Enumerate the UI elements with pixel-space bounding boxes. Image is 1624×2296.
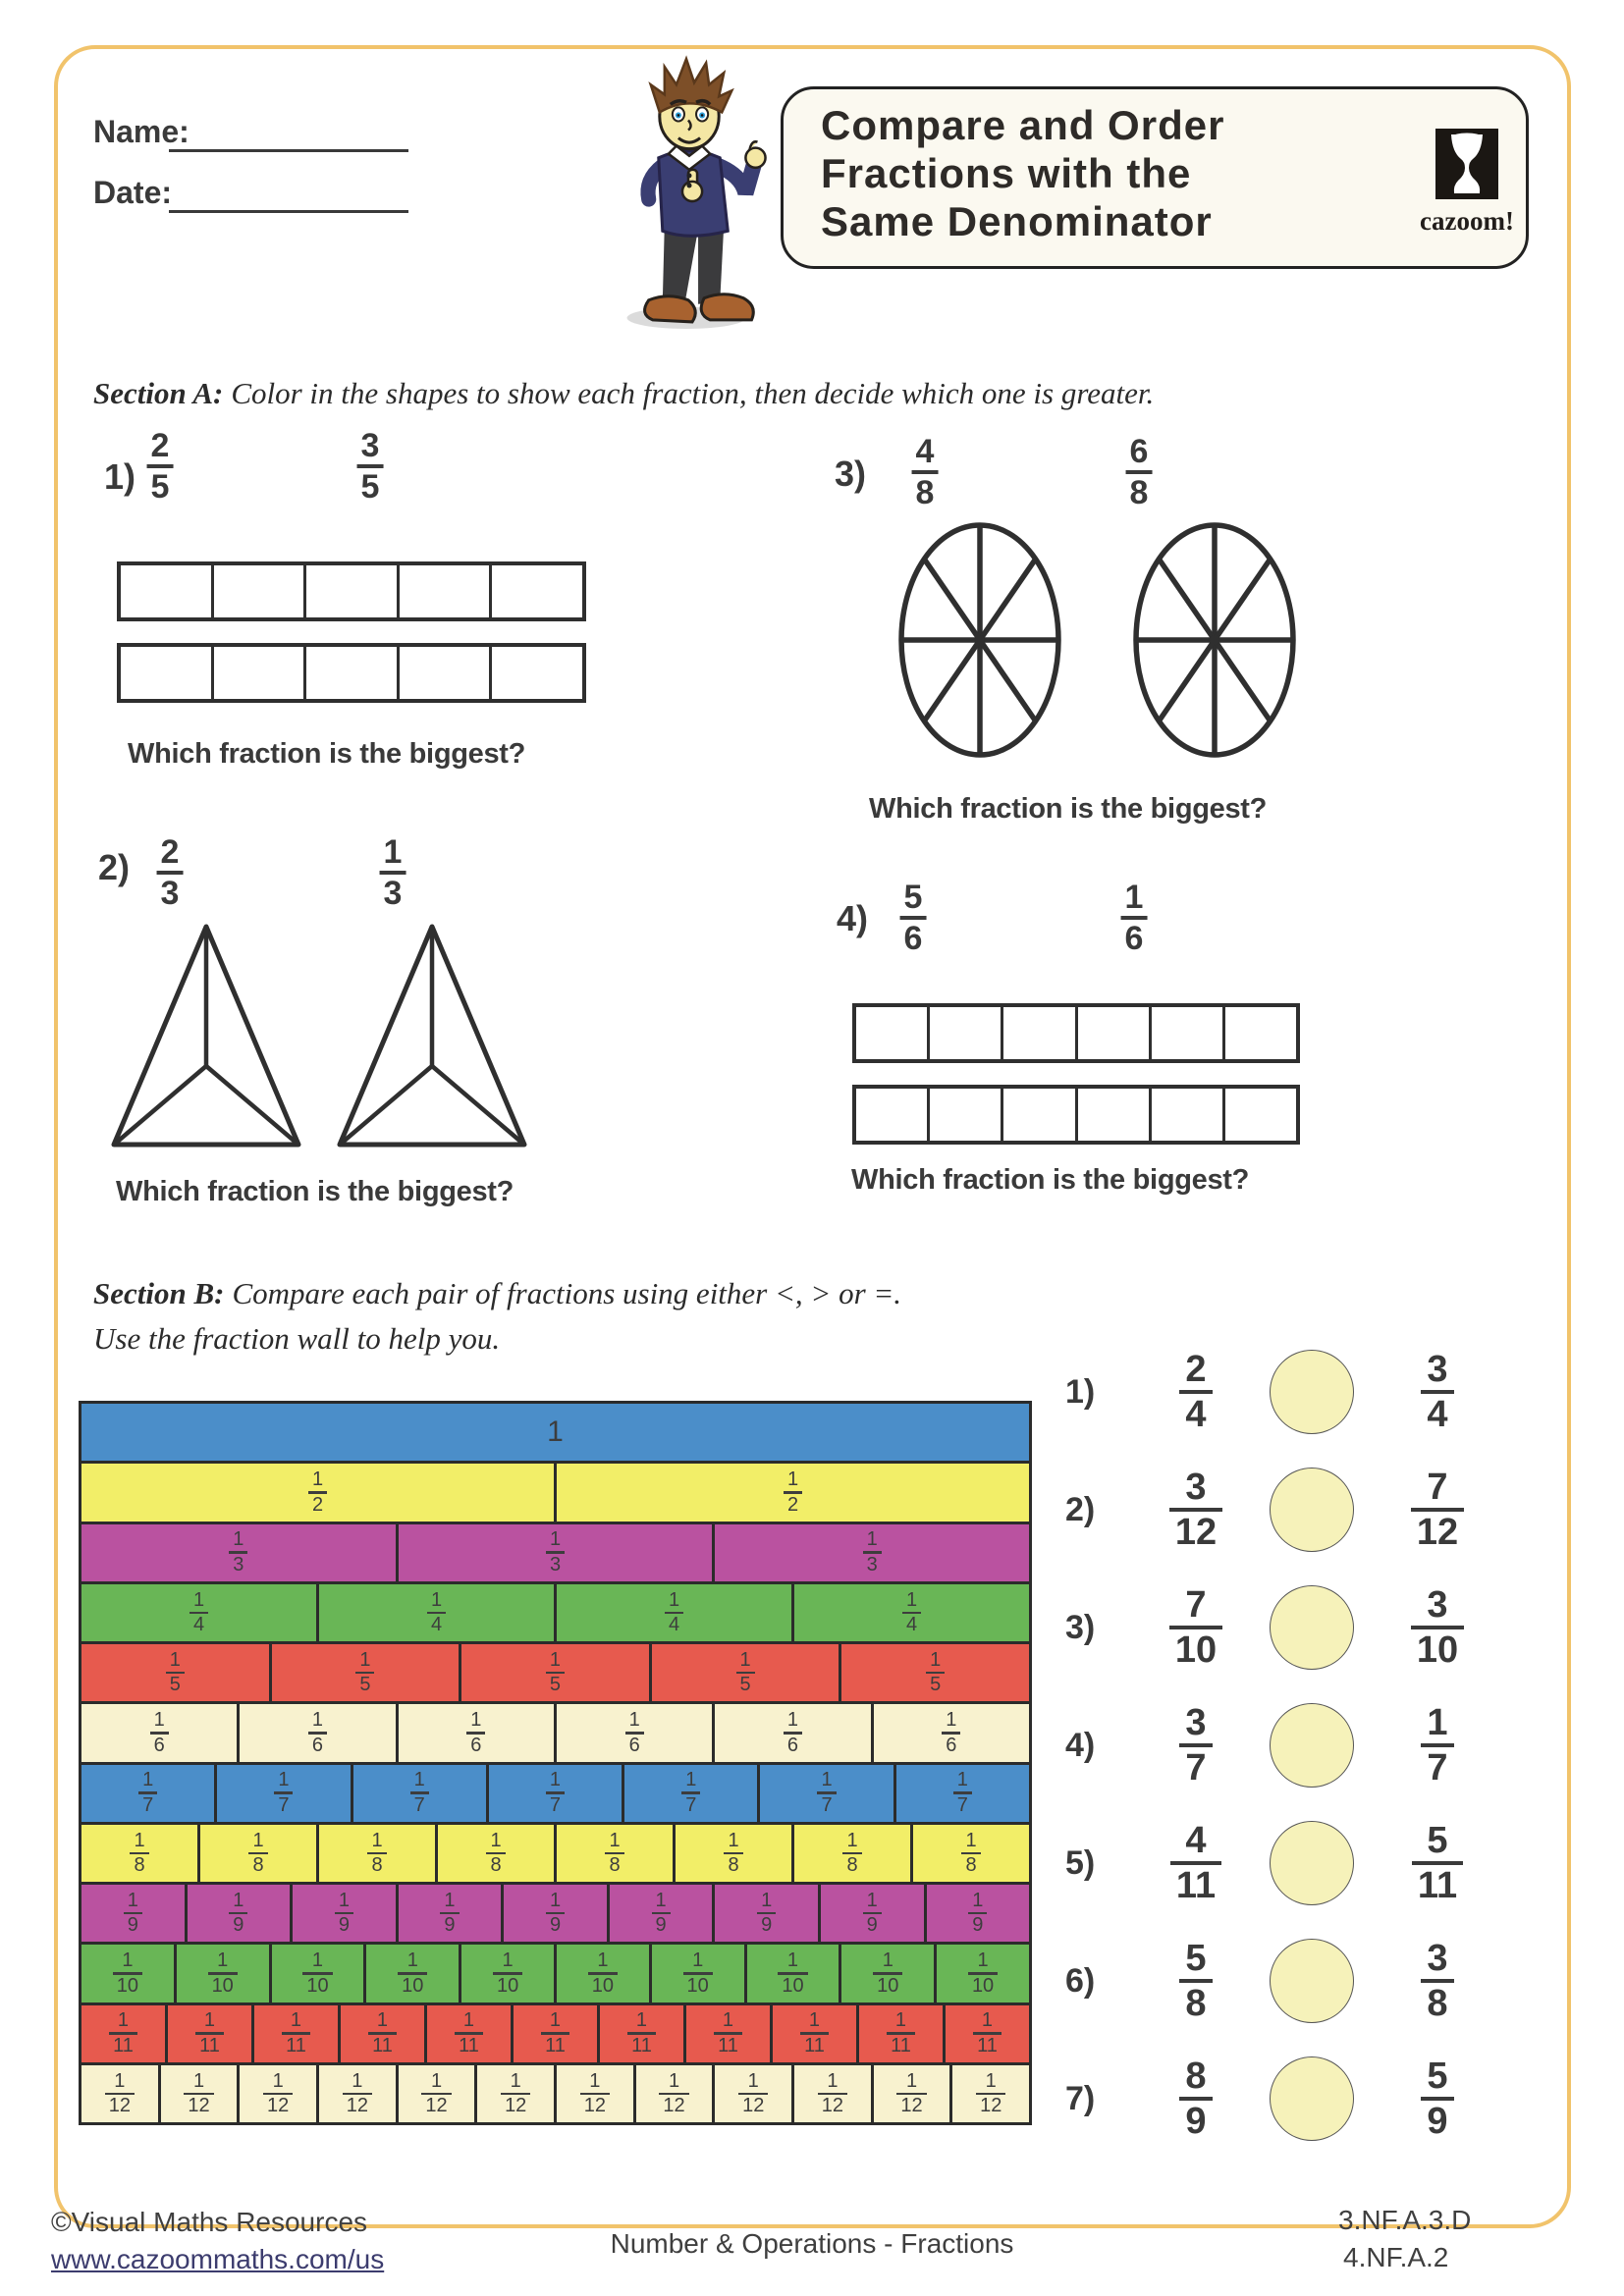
wall-cell xyxy=(511,2005,597,2062)
fraction: 1 10 xyxy=(208,1951,238,1996)
worksheet-title-box xyxy=(781,86,1529,269)
fraction: 1 4 xyxy=(189,1591,208,1635)
problem-3-left-fraction: 4 8 xyxy=(912,436,939,508)
fraction: 1 2 xyxy=(784,1470,802,1515)
compare-left-fraction xyxy=(1122,1583,1270,1672)
fraction: 1 11 xyxy=(282,2011,310,2056)
fraction: 1 12 xyxy=(343,2072,372,2116)
compare-row-7 xyxy=(1065,2040,1537,2158)
fraction: 1 11 xyxy=(368,2011,397,2056)
problem-2-right-fraction: 1 3 xyxy=(380,836,406,909)
compare-right-fraction xyxy=(1354,1466,1521,1554)
fraction: 1 12 xyxy=(263,2072,293,2116)
fraction: 1 9 xyxy=(863,1892,882,1936)
wall-cell xyxy=(81,1765,214,1822)
fraction: 1 6 xyxy=(150,1711,169,1755)
wall-cell xyxy=(649,1945,744,2002)
wall-cell xyxy=(712,2065,791,2122)
wall-row-1-10 xyxy=(81,1942,1029,2002)
fraction-strip-cell[interactable] xyxy=(211,647,304,699)
fraction: 1 11 xyxy=(800,2011,829,2056)
wall-row-1-12 xyxy=(81,2062,1029,2122)
wall-cell xyxy=(597,2005,683,2062)
wall-cell xyxy=(459,1644,649,1701)
wall-cell xyxy=(396,1885,502,1942)
fraction: 1 11 xyxy=(541,2011,569,2056)
wall-cell xyxy=(673,1825,791,1882)
fraction: 1 5 xyxy=(355,1651,374,1695)
wall-cell xyxy=(712,1704,870,1761)
fraction: 3 8 xyxy=(1421,1941,1453,2022)
wall-row-1-9 xyxy=(81,1882,1029,1942)
date-field-line[interactable] xyxy=(169,210,408,213)
wall-row-1-7 xyxy=(81,1762,1029,1822)
fraction: 1 4 xyxy=(665,1591,683,1635)
compare-row-label: 1) xyxy=(1065,1372,1096,1411)
fraction: 4 11 xyxy=(1170,1823,1221,1904)
cazoom-url-link[interactable]: www.cazoommaths.com/us xyxy=(51,2244,385,2274)
problem-1-strip-top xyxy=(117,561,586,621)
fraction: 1 10 xyxy=(968,1951,998,1996)
cazoom-logo-text: cazoom! xyxy=(1420,206,1514,236)
problem-2-triangle-thirds-left[interactable] xyxy=(110,921,302,1150)
wall-cell xyxy=(501,1885,607,1942)
fraction: 1 4 xyxy=(427,1591,446,1635)
wall-cell xyxy=(554,1945,649,2002)
fraction-strip-cell[interactable] xyxy=(211,565,304,617)
fraction-strip-cell[interactable] xyxy=(1075,1007,1149,1059)
fraction: 1 12 xyxy=(184,2072,213,2116)
wall-cell xyxy=(622,1765,757,1822)
fraction: 1 7 xyxy=(817,1771,836,1815)
problem-4-right-fraction: 1 6 xyxy=(1121,881,1148,954)
fraction-strip-cell[interactable] xyxy=(397,647,490,699)
answer-circle[interactable] xyxy=(1270,1821,1354,1905)
fraction: 1 8 xyxy=(130,1832,148,1876)
fraction: 1 12 xyxy=(818,2072,847,2116)
problem-3-label: 3) xyxy=(835,454,867,494)
wall-cell xyxy=(554,1704,712,1761)
wall-cell xyxy=(839,1644,1029,1701)
worksheet-title: Compare and Order Fractions with the Same Denominator xyxy=(821,102,1225,244)
wall-cell xyxy=(554,1584,791,1641)
wall-cell xyxy=(554,1825,673,1882)
fraction: 1 10 xyxy=(302,1951,332,1996)
wall-cell xyxy=(269,1945,364,2002)
wall-cell xyxy=(81,1644,269,1701)
wall-row-1-4 xyxy=(81,1581,1029,1641)
problem-4-left-fraction: 5 6 xyxy=(900,881,927,954)
wall-cell xyxy=(81,1945,174,2002)
wall-cell xyxy=(633,2065,713,2122)
compare-row-label: 6) xyxy=(1065,1961,1096,2000)
fraction: 1 6 xyxy=(942,1711,960,1755)
problem-4-label: 4) xyxy=(837,898,869,938)
fraction: 5 8 xyxy=(1179,1941,1212,2022)
fraction-strip-cell[interactable] xyxy=(121,647,211,699)
fraction: 1 9 xyxy=(440,1892,459,1936)
date-label: Date: xyxy=(93,175,173,210)
fraction: 1 2 xyxy=(308,1470,327,1515)
fraction-strip-cell[interactable] xyxy=(856,1089,927,1141)
fraction: 1 10 xyxy=(873,1951,902,1996)
fraction: 1 9 xyxy=(229,1892,247,1936)
fraction: 1 11 xyxy=(627,2011,656,2056)
compare-row-label: 4) xyxy=(1065,1726,1096,1764)
fraction-strip-cell[interactable] xyxy=(303,565,397,617)
compare-row-label: 3) xyxy=(1065,1608,1096,1646)
fraction: 1 4 xyxy=(902,1591,921,1635)
compare-row-3 xyxy=(1065,1569,1537,1686)
fraction: 1 12 xyxy=(659,2072,688,2116)
footer-copyright: ©Visual Maths Resources xyxy=(51,2207,368,2237)
fraction: 1 9 xyxy=(652,1892,671,1936)
compare-right-fraction xyxy=(1354,2055,1521,2143)
wall-cell xyxy=(459,1945,554,2002)
wall-cell xyxy=(791,1584,1029,1641)
compare-left-fraction xyxy=(1122,1937,1270,2025)
footer-strand: Number & Operations - Fractions xyxy=(610,2228,1014,2259)
compare-right-fraction xyxy=(1354,1583,1521,1672)
fraction-strip-cell[interactable] xyxy=(927,1089,1001,1141)
wall-cell xyxy=(744,1945,839,2002)
fraction: 1 9 xyxy=(757,1892,776,1936)
wall-cell xyxy=(81,1704,237,1761)
problem-3-question: Which fraction is the biggest? xyxy=(869,793,1268,825)
fraction: 1 12 xyxy=(501,2072,530,2116)
fraction: 1 8 xyxy=(961,1832,980,1876)
fraction: 1 11 xyxy=(455,2011,483,2056)
fraction: 1 7 xyxy=(274,1771,293,1815)
compare-right-fraction xyxy=(1354,1937,1521,2025)
wall-row-1-5 xyxy=(81,1641,1029,1701)
compare-problems-list xyxy=(1065,1333,1537,2158)
fraction: 1 3 xyxy=(863,1530,882,1575)
fraction: 1 11 xyxy=(973,2011,1001,2056)
fraction: 1 9 xyxy=(124,1892,142,1936)
wall-cell xyxy=(316,1825,435,1882)
compare-right-fraction xyxy=(1354,1348,1521,1436)
problem-1-question: Which fraction is the biggest? xyxy=(128,738,526,770)
wall-cell xyxy=(237,1704,395,1761)
problem-3-circle-eighths-left[interactable] xyxy=(897,520,1062,760)
fraction: 1 9 xyxy=(335,1892,353,1936)
fraction-strip-cell[interactable] xyxy=(1149,1007,1222,1059)
wall-cell xyxy=(165,2005,251,2062)
wall-cell xyxy=(934,1945,1029,2002)
fraction-strip-cell[interactable] xyxy=(397,565,490,617)
wall-cell xyxy=(949,2065,1029,2122)
wall-cell xyxy=(174,1945,269,2002)
fraction: 1 10 xyxy=(113,1951,142,1996)
wall-cell xyxy=(435,1825,554,1882)
wall-row-1-8 xyxy=(81,1822,1029,1882)
fraction: 1 12 xyxy=(580,2072,610,2116)
fraction: 3 12 xyxy=(1169,1469,1222,1551)
compare-row-label: 2) xyxy=(1065,1490,1096,1528)
fraction: 1 11 xyxy=(714,2011,742,2056)
wall-cell xyxy=(81,1825,197,1882)
wall-cell xyxy=(757,1765,893,1822)
section-b-heading-line2: Use the fraction wall to help you. xyxy=(93,1321,501,1356)
problem-1-strip-bottom xyxy=(117,643,586,703)
answer-circle[interactable] xyxy=(1270,1703,1354,1788)
fraction: 3 10 xyxy=(1411,1587,1464,1669)
name-field-line[interactable] xyxy=(169,149,408,152)
wall-cell xyxy=(197,1825,316,1882)
fraction-strip-cell[interactable] xyxy=(303,647,397,699)
fraction: 1 10 xyxy=(778,1951,807,1996)
fraction: 1 12 xyxy=(896,2072,926,2116)
wall-cell xyxy=(316,1584,554,1641)
fraction: 3 7 xyxy=(1179,1705,1212,1787)
wall-cell xyxy=(363,1945,459,2002)
wall-cell xyxy=(269,1644,460,1701)
compare-left-fraction xyxy=(1122,2055,1270,2143)
fraction: 1 10 xyxy=(398,1951,427,1996)
wall-cell xyxy=(893,1765,1029,1822)
wall-row-1-11 xyxy=(81,2002,1029,2062)
wall-cell xyxy=(396,2065,475,2122)
cazoom-goblet-icon xyxy=(1435,129,1498,199)
fraction: 3 4 xyxy=(1421,1352,1453,1433)
wall-cell xyxy=(818,1885,924,1942)
fraction: 1 5 xyxy=(546,1651,565,1695)
wall-cell xyxy=(158,2065,238,2122)
problem-2-triangle-thirds-right[interactable] xyxy=(336,921,528,1150)
fraction: 1 8 xyxy=(605,1832,623,1876)
fraction: 1 12 xyxy=(105,2072,135,2116)
wall-cell xyxy=(839,1945,934,2002)
fraction-strip-cell[interactable] xyxy=(121,565,211,617)
fraction: 1 8 xyxy=(367,1832,386,1876)
fraction-wall xyxy=(79,1401,1032,2125)
fraction: 1 10 xyxy=(588,1951,618,1996)
problem-1-label: 1) xyxy=(104,456,136,497)
fraction-strip-cell[interactable] xyxy=(927,1007,1001,1059)
answer-circle[interactable] xyxy=(1270,1468,1354,1552)
problem-4-strip-top xyxy=(852,1003,1300,1063)
wall-cell xyxy=(81,1885,185,1942)
fraction: 8 9 xyxy=(1179,2058,1212,2140)
wall-cell xyxy=(770,2005,856,2062)
fraction: 1 3 xyxy=(546,1530,565,1575)
wall-cell xyxy=(338,2005,424,2062)
wall-cell xyxy=(351,1765,486,1822)
problem-4-question: Which fraction is the biggest? xyxy=(851,1164,1250,1196)
compare-right-fraction xyxy=(1354,1701,1521,1789)
wall-cell xyxy=(486,1765,622,1822)
wall-cell xyxy=(237,2065,316,2122)
problem-1-left-fraction: 2 5 xyxy=(147,430,174,503)
wall-cell xyxy=(214,1765,350,1822)
answer-circle[interactable] xyxy=(1270,2056,1354,2141)
section-a-heading: Section A: Color in the shapes to show each fraction, then decide which one is greater. xyxy=(93,376,1155,410)
problem-3-right-fraction: 6 8 xyxy=(1126,436,1153,508)
fraction: 1 7 xyxy=(681,1771,700,1815)
compare-row-label: 7) xyxy=(1065,2079,1096,2117)
fraction: 1 12 xyxy=(976,2072,1005,2116)
wall-cell xyxy=(474,2065,554,2122)
fraction: 1 6 xyxy=(308,1711,327,1755)
wall-cell xyxy=(943,2005,1029,2062)
wall-cell xyxy=(683,2005,770,2062)
wall-cell xyxy=(396,1704,554,1761)
answer-circle[interactable] xyxy=(1270,1350,1354,1434)
compare-left-fraction xyxy=(1122,1701,1270,1789)
section-b-heading: Section B: Compare each pair of fractions using either <, > or =. xyxy=(93,1276,902,1310)
compare-row-5 xyxy=(1065,1804,1537,1922)
fraction: 1 11 xyxy=(109,2011,137,2056)
problem-4-strip-bottom xyxy=(852,1085,1300,1145)
wall-cell xyxy=(924,1885,1030,1942)
fraction: 1 12 xyxy=(738,2072,768,2116)
compare-left-fraction xyxy=(1122,1348,1270,1436)
fraction-strip-cell[interactable] xyxy=(489,647,582,699)
fraction: 1 6 xyxy=(466,1711,485,1755)
wall-cell xyxy=(871,2065,950,2122)
problem-3-circle-eighths-right[interactable] xyxy=(1132,520,1297,760)
wall-cell xyxy=(396,1524,713,1581)
footer-standard-1: 3.NF.A.3.D xyxy=(1338,2205,1472,2235)
cazoom-logo xyxy=(1410,129,1524,237)
wall-cell xyxy=(316,2065,396,2122)
fraction: 7 10 xyxy=(1169,1587,1222,1669)
fraction-strip-cell[interactable] xyxy=(1075,1089,1149,1141)
answer-circle[interactable] xyxy=(1270,1939,1354,2023)
wall-cell xyxy=(712,1885,818,1942)
fraction: 1 6 xyxy=(625,1711,644,1755)
fraction: 1 8 xyxy=(248,1832,267,1876)
wall-cell xyxy=(607,1885,713,1942)
wall-cell xyxy=(185,1885,291,1942)
wall-cell xyxy=(871,1704,1029,1761)
fraction: 2 4 xyxy=(1179,1352,1212,1433)
fraction: 5 9 xyxy=(1421,2058,1453,2140)
wall-row-1-1 xyxy=(81,1404,1029,1461)
wall-cell xyxy=(856,2005,943,2062)
fraction-strip-cell[interactable] xyxy=(1001,1089,1074,1141)
fraction: 1 5 xyxy=(736,1651,755,1695)
fraction: 1 7 xyxy=(138,1771,157,1815)
compare-left-fraction xyxy=(1122,1819,1270,1907)
fraction-strip-cell[interactable] xyxy=(489,565,582,617)
compare-left-fraction xyxy=(1122,1466,1270,1554)
wall-cell xyxy=(910,1825,1029,1882)
problem-2-question: Which fraction is the biggest? xyxy=(116,1176,514,1207)
wall-cell xyxy=(554,1464,1029,1521)
compare-row-6 xyxy=(1065,1922,1537,2040)
fraction-strip-cell[interactable] xyxy=(1149,1089,1222,1141)
fraction: 1 11 xyxy=(887,2011,915,2056)
fraction: 1 12 xyxy=(421,2072,451,2116)
fraction: 1 8 xyxy=(842,1832,861,1876)
wall-cell xyxy=(712,1524,1029,1581)
fraction-strip-cell[interactable] xyxy=(1222,1007,1296,1059)
fraction-strip-cell[interactable] xyxy=(1222,1089,1296,1141)
fraction: 1 9 xyxy=(968,1892,987,1936)
problem-2-left-fraction: 2 3 xyxy=(157,836,184,909)
fraction: 1 5 xyxy=(166,1651,185,1695)
wall-cell xyxy=(81,1464,554,1521)
wall-cell xyxy=(81,1524,396,1581)
fraction: 1 10 xyxy=(493,1951,522,1996)
wall-cell xyxy=(81,2005,165,2062)
wall-cell xyxy=(251,2005,338,2062)
wall-cell xyxy=(81,1584,316,1641)
fraction: 1 7 xyxy=(953,1771,972,1815)
wall-cell xyxy=(791,2065,871,2122)
wall-cell xyxy=(649,1644,839,1701)
problem-1-right-fraction: 3 5 xyxy=(357,430,384,503)
problem-2-label: 2) xyxy=(98,847,131,887)
answer-circle[interactable] xyxy=(1270,1585,1354,1670)
wall-cell xyxy=(81,2065,158,2122)
wall-cell: 1 xyxy=(547,1415,564,1449)
compare-row-1 xyxy=(1065,1333,1537,1451)
compare-row-4 xyxy=(1065,1686,1537,1804)
cartoon-boy-illustration xyxy=(605,55,774,332)
wall-cell xyxy=(424,2005,511,2062)
compare-row-label: 5) xyxy=(1065,1843,1096,1882)
fraction: 1 5 xyxy=(926,1651,945,1695)
fraction: 1 7 xyxy=(546,1771,565,1815)
compare-right-fraction xyxy=(1354,1819,1521,1907)
compare-row-2 xyxy=(1065,1451,1537,1569)
wall-row-1-2 xyxy=(81,1461,1029,1521)
wall-row-1-6 xyxy=(81,1701,1029,1761)
fraction: 7 12 xyxy=(1411,1469,1464,1551)
wall-cell xyxy=(791,1825,910,1882)
name-label: Name: xyxy=(93,114,189,149)
fraction: 1 8 xyxy=(486,1832,505,1876)
fraction-strip-cell[interactable] xyxy=(856,1007,927,1059)
fraction: 1 11 xyxy=(195,2011,224,2056)
fraction: 1 7 xyxy=(1421,1705,1453,1787)
fraction: 1 7 xyxy=(410,1771,429,1815)
fraction: 1 3 xyxy=(229,1530,247,1575)
wall-cell xyxy=(290,1885,396,1942)
wall-row-1-3 xyxy=(81,1522,1029,1581)
fraction: 5 11 xyxy=(1412,1823,1463,1904)
wall-cell xyxy=(554,2065,633,2122)
fraction: 1 10 xyxy=(683,1951,713,1996)
fraction: 1 9 xyxy=(546,1892,565,1936)
fraction: 1 8 xyxy=(724,1832,742,1876)
footer-standard-2: 4.NF.A.2 xyxy=(1343,2242,1449,2272)
fraction-strip-cell[interactable] xyxy=(1001,1007,1074,1059)
fraction: 1 6 xyxy=(784,1711,802,1755)
